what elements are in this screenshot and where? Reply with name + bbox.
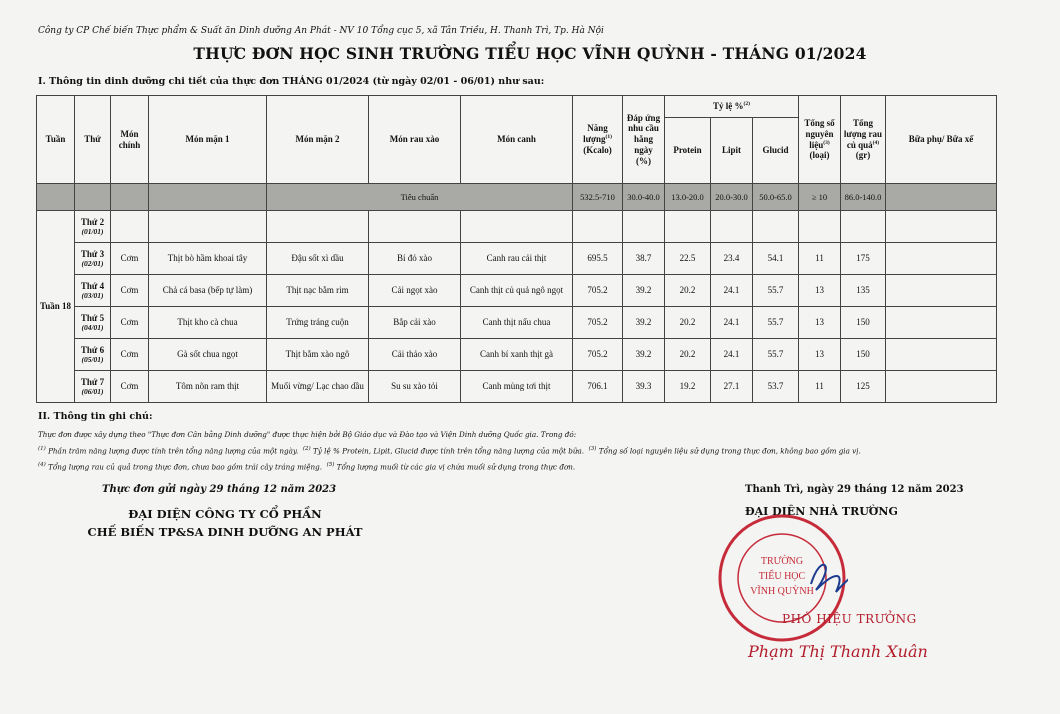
col-header-lipit: Lipit [711, 118, 753, 184]
header-row-1 [37, 96, 997, 118]
standard-nang-luong: 532.5-710 [573, 184, 623, 211]
standard-protein: 13.0-20.0 [665, 184, 711, 211]
section2-heading: II. Thông tin ghi chú: [38, 411, 153, 422]
menu-table [36, 95, 997, 403]
day-cell: Thứ 7 (06/01) [75, 371, 111, 403]
table-row: Thứ 5 (04/01) Cơm Thịt kho cà chua Trứng tráng cuộn Bắp cải xào Canh thịt nấu chua 705.2 39.2 20.2 24.1 55.7 13 150 [37, 307, 997, 339]
section1-heading: I. Thông tin dinh dưỡng chi tiết của thực đơn THÁNG 01/2024 (từ ngày 02/01 - 06/01) như sau: [38, 76, 545, 87]
sent-date: Thực đơn gửi ngày 29 tháng 12 năm 2023 [102, 484, 337, 495]
note-line-1: $^{(1)}$ Phần trăm năng lượng được tính trên tổng năng lượng của một ngày. $^{(2)}$ Tỷ lệ % Protein, Lipit, Glucid được tính trên tổng năng lượng của một bữa. $^{(3)}$ Tổng số loại nguyên liệu sử dụng trong thực đơn, không bao gồm gia vị. [38, 446, 861, 456]
note-line-2: $^{(4)}$ Tổng lượng rau củ quả trong thực đơn, chưa bao gồm trái cây tráng miệng. $^{(5)}$ Tổng lượng muối từ các gia vị chứa muối sử dụng trong thực đơn. [38, 462, 576, 472]
col-header-bua-phu: Bữa phụ/ Bữa xế [886, 96, 997, 184]
table-row: Thứ 7 (06/01) Cơm Tôm nõn ram thịt Muối vừng/ Lạc chao dầu Su su xào tỏi Canh mùng tơi thịt 706.1 39.3 19.2 27.1 53.7 11 125 [37, 371, 997, 403]
standard-row [37, 184, 997, 211]
company-representative: ĐẠI DIỆN CÔNG TY CỔ PHẦN CHẾ BIẾN TP&SA DINH DƯỠNG AN PHÁT [87, 507, 363, 540]
company-header: Công ty CP Chế biến Thực phẩm & Suất ăn Dinh dưỡng An Phát - NV 10 Tổng cục 5, xã Tân Triều, H. Thanh Trì, Tp. Hà Nội [38, 26, 604, 36]
col-header-rau: Món rau xào [369, 96, 461, 184]
col-header-protein: Protein [665, 118, 711, 184]
svg-text:TRƯỜNG: TRƯỜNG [760, 556, 804, 567]
svg-text:VĨNH QUỲNH: VĨNH QUỲNH [750, 586, 814, 597]
day-cell: Thứ 5 (04/01) [75, 307, 111, 339]
school-sign-date: Thanh Trì, ngày 29 tháng 12 năm 2023 [745, 484, 964, 495]
col-header-man2: Món mặn 2 [267, 96, 369, 184]
page-title: THỰC ĐƠN HỌC SINH TRƯỜNG TIỂU HỌC VĨNH QUỲNH - THÁNG 01/2024 [193, 44, 867, 63]
standard-tong-nl: ≥ 10 [799, 184, 841, 211]
col-header-ty-le: Tỷ lệ %$^{(2)}$ [665, 96, 799, 118]
col-header-tuan: Tuần [37, 96, 75, 184]
standard-tong-rau: 86.0-140.0 [841, 184, 886, 211]
day-cell: Thứ 6 (05/01) [75, 339, 111, 371]
svg-text:TIỂU HỌC: TIỂU HỌC [758, 571, 806, 582]
col-header-canh: Món canh [461, 96, 573, 184]
col-header-tong-rau: Tổng lượng rau củ quả$^{(4)}$ (gr) [841, 96, 886, 184]
col-header-thu: Thứ [75, 96, 111, 184]
table-row: Thứ 6 (05/01) Cơm Gà sốt chua ngọt Thịt bằm xào ngô Cải thảo xào Canh bí xanh thịt gà 705.2 39.2 20.2 24.1 55.7 13 150 [37, 339, 997, 371]
col-header-dap-ung: Đáp ứng nhu cầu hằng ngày (%) [623, 96, 665, 184]
standard-label: Tiêu chuẩn [267, 184, 573, 211]
note-intro: Thực đơn được xây dựng theo "Thực đơn Cân bằng Dinh dưỡng" được thực hiện bởi Bộ Giáo dục và Đào tạo và Viện Dinh dưỡng Quốc gia. Trong đó: [38, 430, 577, 439]
standard-glucid: 50.0-65.0 [753, 184, 799, 211]
day-cell: Thứ 3 (02/01) [75, 243, 111, 275]
standard-lipit: 20.0-30.0 [711, 184, 753, 211]
table-row [37, 211, 997, 243]
day-cell: Thứ 2 (01/01) [75, 211, 111, 243]
col-header-man1: Món mặn 1 [149, 96, 267, 184]
school-representative: ĐẠI DIỆN NHÀ TRƯỜNG [745, 505, 898, 518]
col-header-mon-chinh: Món chính [111, 96, 149, 184]
table-row: Thứ 3 (02/01) Cơm Thịt bò hầm khoai tây Đậu sốt xì dầu Bí đỏ xào Canh rau cải thịt 695.5 38.7 22.5 23.4 54.1 11 175 [37, 243, 997, 275]
col-header-glucid: Glucid [753, 118, 799, 184]
day-cell: Thứ 4 (03/01) [75, 275, 111, 307]
week-label: Tuần 18 [37, 211, 75, 403]
col-header-tong-nl: Tổng số nguyên liệu$^{(3)}$ (loại) [799, 96, 841, 184]
vice-principal-title: PHÓ HIỆU TRƯỞNG [782, 612, 917, 626]
standard-dap-ung: 30.0-40.0 [623, 184, 665, 211]
signer-name: Phạm Thị Thanh Xuân [748, 642, 928, 661]
col-header-nang-luong: Năng lượng$^{(1)}$ (Kcalo) [573, 96, 623, 184]
table-row: Thứ 4 (03/01) Cơm Chả cá basa (bếp tự làm) Thịt nạc bằm rim Cải ngọt xào Canh thịt củ quả ngô ngọt 705.2 39.2 20.2 24.1 55.7 13 135 [37, 275, 997, 307]
